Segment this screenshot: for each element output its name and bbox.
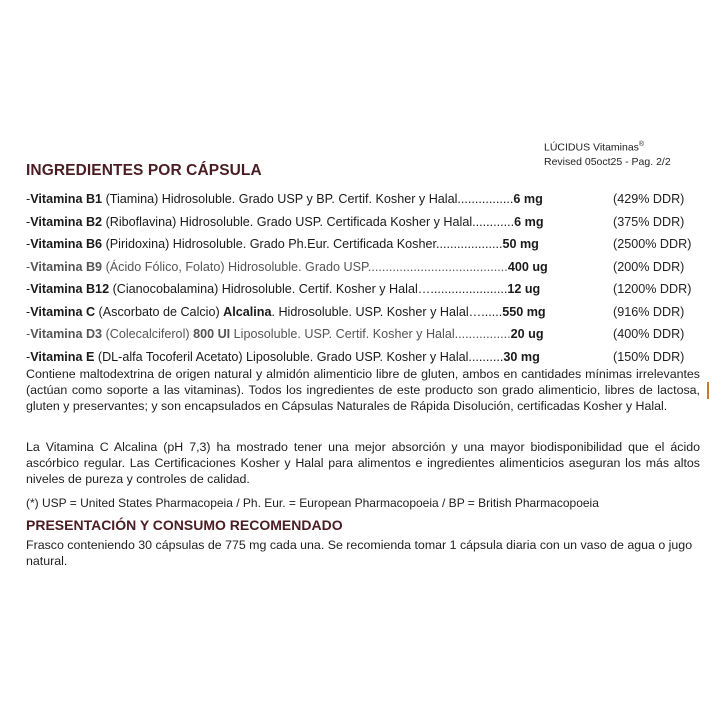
ingredient-amount: 50 mg [502, 237, 539, 251]
ingredient-row-b1 [26, 188, 706, 211]
row-prefix: - [26, 282, 31, 296]
ingredient-main [26, 301, 546, 324]
row-prefix: - [26, 192, 31, 206]
leader-dots: …...... [468, 304, 503, 319]
ingredient-name: Vitamina B12 [30, 282, 110, 296]
row-prefix: - [26, 237, 31, 251]
ingredient-main [26, 256, 548, 279]
ingredient-desc: (DL-alfa Tocoferil Acetato) Liposoluble. Grado USP. Kosher y Halal [94, 349, 469, 364]
ingredient-row-b9 [26, 256, 706, 279]
ingredient-row-e [26, 346, 706, 369]
ingredient-row-b2 [26, 211, 706, 234]
ingredient-ddr: (916% DDR) [613, 304, 685, 319]
ingredient-desc: (Riboflavina) Hidrosoluble. Grado USP. Certificada Kosher y Halal [102, 214, 473, 229]
ingredient-row-d3 [26, 323, 706, 346]
ingredient-ddr: (375% DDR) [613, 214, 685, 229]
ingredient-ddr: (429% DDR) [613, 192, 685, 206]
ingredient-desc: (Cianocobalamina) Hidrosoluble. Certif. Kosher y Halal [109, 282, 418, 296]
composition-paragraph: Contiene maltodextrina de origen natural y almidón alimenticio libre de gluten, ambos en cantidades mínimas irrelevantes (actúan como soporte a las vitaminas). Todos los ingredientes de este producto son grado alimenticio, libres de lactosa, gluten y preservantes; y son encapsulados en Cápsulas Naturales de Rápida Disolución, certificadas Kosher y Halal. [26, 367, 700, 414]
leader-dots: ................ [457, 192, 514, 206]
ingredients-list [26, 188, 706, 368]
ingredient-amount: 12 ug [507, 282, 541, 296]
ingredient-highlight: Alcalina [223, 304, 272, 319]
ingredient-desc: (Piridoxina) Hidrosoluble. Grado Ph.Eur. Certificada Kosher [102, 237, 436, 251]
ingredient-desc: (Ascorbato de Calcio) [95, 304, 224, 319]
leader-dots: ........................................ [367, 259, 508, 274]
presentation-text: Frasco conteniendo 30 cápsulas de 775 mg cada una. Se recomienda tomar 1 cápsula diaria con un vaso de agua o jugo natural. [26, 538, 693, 569]
ingredient-amount: 20 ug [510, 327, 544, 341]
ingredient-ddr: (2500% DDR) [613, 237, 692, 251]
ingredient-amount: 400 ug [507, 259, 548, 274]
ingredient-desc: (Tiamina) Hidrosoluble. Grado USP y BP. Certif. Kosher y Halal [102, 192, 458, 206]
row-prefix: - [26, 304, 31, 319]
ingredient-main [26, 211, 544, 234]
pharmacopeia-footnote: (*) USP = United States Pharmacopeia / Ph. Eur. = European Pharmacopoeia / BP = British Pharmacopoeia [26, 496, 599, 510]
brand-line [544, 138, 671, 155]
ingredient-ddr: (200% DDR) [613, 259, 685, 274]
ingredient-highlight: 800 UI [193, 327, 231, 341]
ingredient-desc: (Ácido Fólico, Folato) Hidrosoluble. Grado USP [102, 259, 368, 274]
ingredient-row-b12 [26, 278, 706, 301]
vitamin-c-paragraph: La Vitamina C Alcalina (pH 7,3) ha mostrado tener una mejor absorción y una mayor biodisponibilidad que el ácido ascórbico regular. Las Certificaciones Kosher y Halal para alimentos e ingredientes alimenticios aseguran los más altos niveles de pureza y controles de calidad. [26, 440, 700, 487]
ingredient-row-c [26, 301, 706, 324]
document-header [544, 138, 671, 169]
ingredient-name: Vitamina D3 [30, 327, 103, 341]
ingredient-desc2: . Hidrosoluble. USP. Kosher y Halal [271, 304, 469, 319]
ingredient-name: Vitamina B2 [30, 214, 103, 229]
ingredients-title: INGREDIENTES POR CÁPSULA [26, 162, 262, 179]
ingredient-name: Vitamina B6 [30, 237, 103, 251]
ingredient-ddr: (150% DDR) [613, 349, 685, 364]
margin-marker [707, 382, 709, 399]
row-prefix: - [26, 214, 31, 229]
ingredient-amount: 30 mg [503, 349, 540, 364]
leader-dots: ................ [454, 327, 511, 341]
ingredient-name: Vitamina E [30, 349, 95, 364]
revision-line: Revised 05oct25 - Pag. 2/2 [544, 155, 671, 168]
ingredient-desc2: Liposoluble. USP. Certif. Kosher y Halal [230, 327, 455, 341]
ingredient-main [26, 346, 540, 369]
ingredient-desc: (Colecalciferol) [102, 327, 194, 341]
row-prefix: - [26, 327, 31, 341]
leader-dots: ................... [435, 237, 503, 251]
ingredient-name: Vitamina B1 [30, 192, 103, 206]
row-prefix: - [26, 349, 31, 364]
ingredient-amount: 6 mg [514, 214, 544, 229]
brand-name: LÚCIDUS Vitaminas [544, 141, 639, 154]
leader-dots: …...................... [417, 282, 508, 296]
ingredient-ddr: (400% DDR) [613, 327, 685, 341]
ingredient-amount: 550 mg [502, 304, 546, 319]
presentation-title: PRESENTACIÓN Y CONSUMO RECOMENDADO [26, 517, 343, 533]
leader-dots: .......... [468, 349, 504, 364]
ingredient-main [26, 233, 539, 256]
ingredient-main [26, 188, 543, 211]
ingredient-name: Vitamina C [30, 304, 96, 319]
ingredient-main [26, 323, 544, 346]
leader-dots: ............ [472, 214, 515, 229]
ingredient-amount: 6 mg [513, 192, 543, 206]
ingredient-row-b6 [26, 233, 706, 256]
registered-mark: ® [638, 141, 645, 148]
row-prefix: - [26, 259, 31, 274]
ingredient-name: Vitamina B9 [30, 259, 103, 274]
ingredient-ddr: (1200% DDR) [613, 282, 692, 296]
ingredient-main [26, 278, 540, 301]
